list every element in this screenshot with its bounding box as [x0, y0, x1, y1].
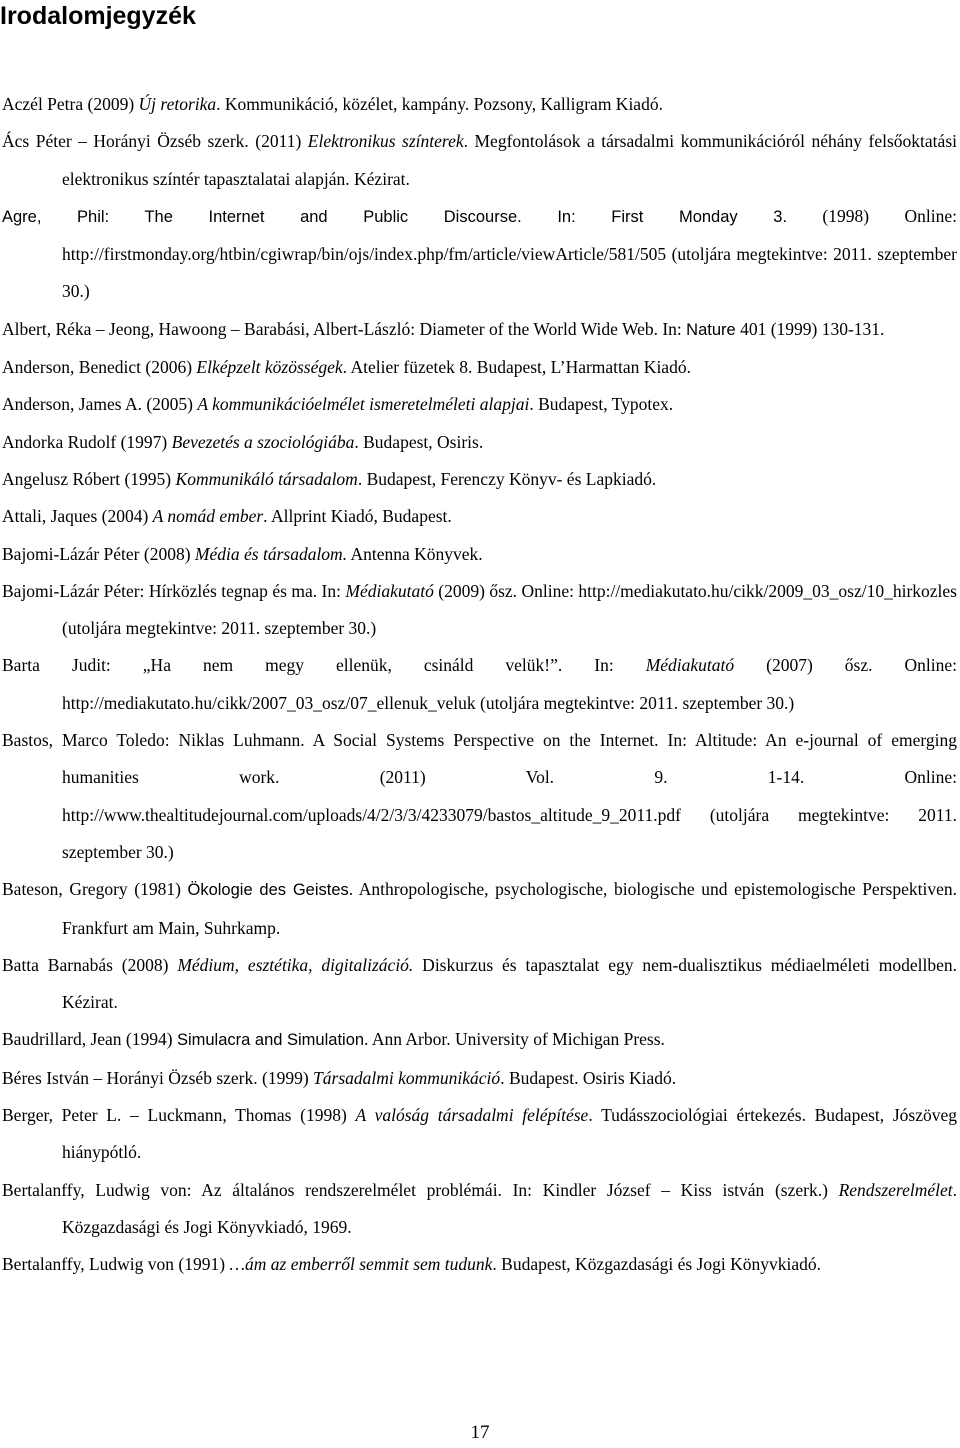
entry-text: Bertalanffy, Ludwig von: Az általános rendszerelmélet problémái. In: Kindler József – Kiss istván (szerk.) [2, 1179, 839, 1200]
bibliography-entry [2, 536, 957, 573]
entry-title-italic: Médiakutató [345, 580, 434, 601]
bibliography-entry [2, 1097, 957, 1172]
bibliography-entry [2, 647, 957, 722]
bibliography-entry [2, 1172, 957, 1247]
bibliography-entry [2, 947, 957, 1022]
entry-text: . Allprint Kiadó, Budapest. [263, 506, 452, 527]
entry-text: Batta Barnabás (2008) [2, 954, 178, 975]
entry-text: Anderson, Benedict (2006) [2, 357, 197, 378]
entry-text: Bajomi-Lázár Péter: Hírközlés tegnap és ma. In: [2, 580, 346, 601]
entry-text: Nature [686, 320, 736, 339]
bibliography-entry [2, 722, 957, 871]
entry-title-italic: A nomád ember [152, 506, 264, 527]
entry-text: Béres István – Horányi Özséb szerk. (1999) [2, 1067, 314, 1088]
entry-title-italic: …ám az emberről semmit sem tudunk [229, 1254, 493, 1275]
entry-text: Ács Péter – Horányi Özséb szerk. (2011) [2, 131, 308, 152]
entry-text: . Budapest, Ferenczy Könyv- és Lapkiadó. [357, 468, 657, 489]
entry-text: Antenna Könyvek. [347, 543, 483, 564]
entry-text: Bertalanffy, Ludwig von (1991) [2, 1254, 230, 1275]
bibliography-entry [2, 123, 957, 198]
entry-text: Angelusz Róbert (1995) [2, 468, 176, 489]
entry-text: 401 (1999) 130-131. [735, 318, 885, 339]
bibliography-entry [2, 198, 957, 311]
entry-title-italic: Elektronikus színterek [307, 131, 464, 152]
page-number: 17 [470, 1422, 490, 1443]
entry-text: . Anthropologische, psychologische, biologische und epistemologische Perspektiven. Frankfurt am Main, Suhrkamp. [62, 879, 957, 938]
entry-title-italic: Új retorika [138, 94, 217, 114]
entry-text: . Budapest, Typotex. [529, 394, 674, 415]
entry-title-italic: Médium, esztétika, digitalizáció. [177, 954, 414, 975]
entry-text: . Ann Arbor. University of Michigan Press. [364, 1029, 665, 1050]
bibliography-entry [2, 1246, 957, 1283]
entry-text: . Megfontolások a társadalmi kommunikációról néhány felsőoktatási elektronikus színtér tapasztalatai alapján. Kézirat. [62, 131, 957, 189]
entry-title-italic: Kommunikáló társadalom [175, 468, 358, 489]
entry-text: . Atelier füzetek 8. Budapest, L’Harmattan Kiadó. [342, 357, 691, 378]
entry-title-italic: A kommunikációelmélet ismeretelméleti alapjai [197, 394, 530, 415]
entry-title-italic: Bevezetés a szociológiába [171, 431, 355, 452]
entry-text: Andorka Rudolf (1997) [2, 431, 172, 452]
entry-text: . Tudásszociológiai értekezés. Budapest, Jószöveg hiánypótló. [62, 1105, 957, 1163]
entry-title-italic: Társadalmi kommunikáció [313, 1067, 501, 1088]
entry-title-italic: Médiakutató [645, 655, 735, 676]
entry-text: . Budapest, Osiris. [354, 431, 484, 452]
entry-text: . Kommunikáció, közélet, kampány. Pozsony, Kalligram Kiadó. [216, 94, 663, 114]
entry-text: Barta Judit: „Ha nem megy ellenük, csináld velük!”. In: [2, 655, 646, 676]
entry-title-italic: Elképzelt közösségek [196, 357, 343, 378]
bibliography-entry [2, 461, 957, 498]
entry-text: Simulacra and Simulation [176, 1031, 365, 1050]
entry-text: Bajomi-Lázár Péter (2008) [2, 543, 195, 564]
entry-text: Bateson, Gregory (1981) [2, 879, 188, 900]
entry-text: Agre, Phil: The Internet and Public Discourse. In: First Monday 3. [2, 207, 788, 226]
entry-title-italic: Rendszerelmélet [838, 1179, 953, 1200]
bibliography-entry [2, 1021, 957, 1059]
bibliography-entry [2, 1060, 957, 1097]
entry-text: . Közgazdasági és Jogi Könyvkiadó, 1969. [62, 1179, 957, 1237]
bibliography-entry [2, 311, 957, 349]
entry-text: Aczél Petra (2009) [2, 94, 139, 114]
bibliography-entry [2, 498, 957, 535]
entry-title-italic: Média és társadalom. [194, 543, 348, 564]
entry-text: Attali, Jaques (2004) [2, 506, 153, 527]
entry-text: Diskurzus és tapasztalat egy nem-dualisztikus médiaelméleti modellben. Kézirat. [62, 954, 958, 1013]
entry-text: Anderson, James A. (2005) [2, 394, 198, 415]
bibliography-entry [2, 86, 957, 123]
bibliography-entry [2, 871, 957, 947]
entry-text: Ökologie des Geistes [187, 881, 349, 900]
entry-text: Berger, Peter L. – Luckmann, Thomas (1998) [2, 1105, 356, 1126]
entry-text: Baudrillard, Jean (1994) [2, 1029, 177, 1050]
entry-text: (1998) Online: http://firstmonday.org/htbin/cgiwrap/bin/ojs/index.php/fm/article/viewArticle/581/505 (utoljára megtekintve: 2011. szeptember 30.) [62, 205, 957, 302]
entry-text: (2007) ősz. Online: http://mediakutato.hu/cikk/2007_03_osz/07_ellenuk_veluk (utoljára megtekintve: 2011. szeptember 30.) [62, 655, 957, 713]
entry-text: Bastos, Marco Toledo: Niklas Luhmann. A Social Systems Perspective on the Internet. In: Altitude: An e-journal of emerging humanities work. (2011) Vol. 9. 1-14. Online: http://www.thealtitudejournal.com/uploads/4/2/3/3/4233079/bastos_altitude_9_2011.pdf (utoljára megtekintve: 2011. szeptember 30.) [2, 730, 957, 862]
bibliography-entry [2, 424, 957, 461]
bibliography-list [2, 86, 957, 1284]
bibliography-entry [2, 573, 957, 648]
entry-text: (2009) ősz. Online: http://mediakutato.hu/cikk/2009_03_osz/10_hirkozles (utoljára megtekintve: 2011. szeptember 30.) [62, 580, 957, 639]
page-title: Irodalomjegyzék [0, 2, 196, 30]
entry-text: . Budapest, Közgazdasági és Jogi Könyvkiadó. [492, 1254, 821, 1275]
bibliography-entry [2, 349, 957, 386]
bibliography-entry [2, 386, 957, 423]
entry-text: Albert, Réka – Jeong, Hawoong – Barabási, Albert-László: Diameter of the World Wide Web. In: [2, 318, 687, 339]
entry-title-italic: A valóság társadalmi felépítése [355, 1105, 589, 1126]
entry-text: . Budapest. Osiris Kiadó. [500, 1067, 677, 1088]
